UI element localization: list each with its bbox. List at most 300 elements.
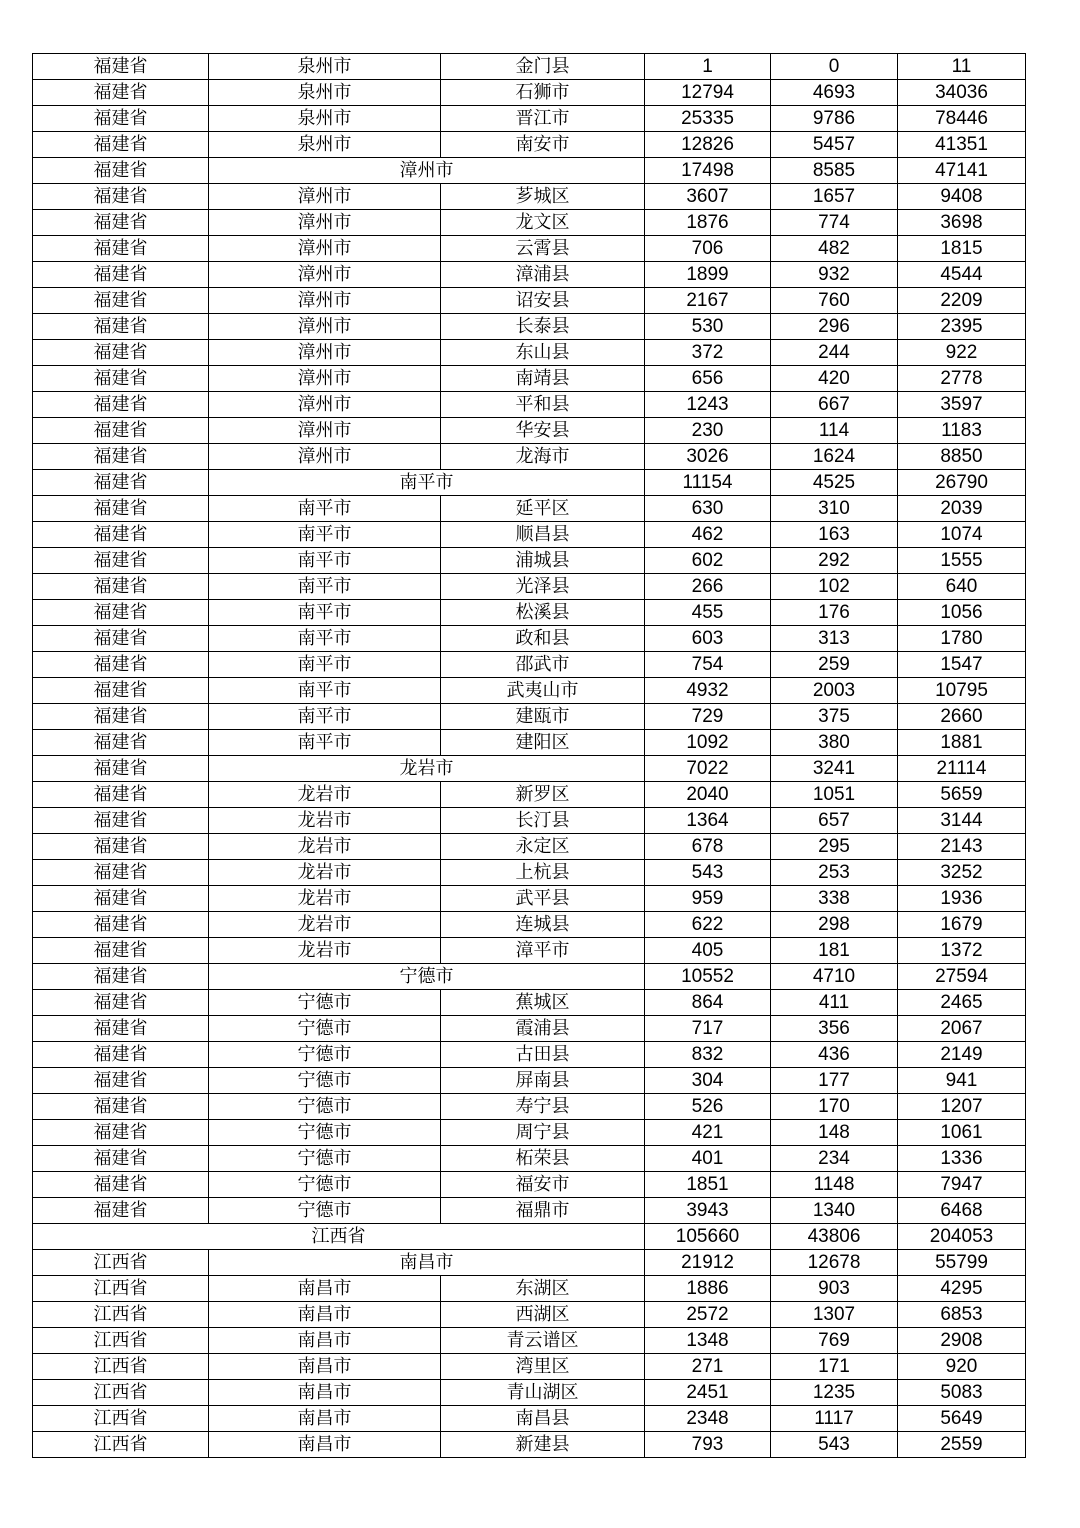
value-3-cell: 4295 bbox=[898, 1276, 1026, 1302]
value-3-cell: 55799 bbox=[898, 1250, 1026, 1276]
city-cell: 南平市 bbox=[209, 574, 441, 600]
value-1-cell: 656 bbox=[645, 366, 771, 392]
value-2-cell: 903 bbox=[771, 1276, 898, 1302]
table-body bbox=[33, 54, 1026, 1458]
value-2-cell: 43806 bbox=[771, 1224, 898, 1250]
city-cell: 南昌市 bbox=[209, 1250, 645, 1276]
table-row bbox=[33, 782, 1026, 808]
table-row bbox=[33, 1302, 1026, 1328]
value-3-cell: 41351 bbox=[898, 132, 1026, 158]
value-1-cell: 105660 bbox=[645, 1224, 771, 1250]
county-cell: 光泽县 bbox=[441, 574, 645, 600]
table-row bbox=[33, 80, 1026, 106]
province-cell: 福建省 bbox=[33, 1146, 209, 1172]
value-1-cell: 1348 bbox=[645, 1328, 771, 1354]
province-cell: 福建省 bbox=[33, 1172, 209, 1198]
value-1-cell: 266 bbox=[645, 574, 771, 600]
city-cell: 南平市 bbox=[209, 704, 441, 730]
province-cell: 福建省 bbox=[33, 262, 209, 288]
value-2-cell: 411 bbox=[771, 990, 898, 1016]
table-row bbox=[33, 236, 1026, 262]
city-cell: 漳州市 bbox=[209, 262, 441, 288]
table-row bbox=[33, 314, 1026, 340]
value-1-cell: 12794 bbox=[645, 80, 771, 106]
value-1-cell: 421 bbox=[645, 1120, 771, 1146]
province-cell: 江西省 bbox=[33, 1276, 209, 1302]
city-cell: 龙岩市 bbox=[209, 860, 441, 886]
city-cell: 南昌市 bbox=[209, 1276, 441, 1302]
city-cell: 南平市 bbox=[209, 548, 441, 574]
table-row bbox=[33, 210, 1026, 236]
city-subtotal-row bbox=[33, 158, 1026, 184]
province-cell: 福建省 bbox=[33, 964, 209, 990]
value-2-cell: 543 bbox=[771, 1432, 898, 1458]
table-row bbox=[33, 1068, 1026, 1094]
province-cell: 福建省 bbox=[33, 704, 209, 730]
value-3-cell: 1061 bbox=[898, 1120, 1026, 1146]
value-1-cell: 10552 bbox=[645, 964, 771, 990]
value-1-cell: 4932 bbox=[645, 678, 771, 704]
value-3-cell: 2660 bbox=[898, 704, 1026, 730]
value-1-cell: 729 bbox=[645, 704, 771, 730]
value-2-cell: 177 bbox=[771, 1068, 898, 1094]
province-cell: 福建省 bbox=[33, 912, 209, 938]
county-cell: 霞浦县 bbox=[441, 1016, 645, 1042]
value-3-cell: 34036 bbox=[898, 80, 1026, 106]
table-row bbox=[33, 1120, 1026, 1146]
table-row bbox=[33, 1354, 1026, 1380]
value-2-cell: 148 bbox=[771, 1120, 898, 1146]
value-1-cell: 603 bbox=[645, 626, 771, 652]
value-3-cell: 21114 bbox=[898, 756, 1026, 782]
value-1-cell: 455 bbox=[645, 600, 771, 626]
county-cell: 漳浦县 bbox=[441, 262, 645, 288]
value-2-cell: 313 bbox=[771, 626, 898, 652]
city-cell: 漳州市 bbox=[209, 444, 441, 470]
county-cell: 金门县 bbox=[441, 54, 645, 80]
table-row bbox=[33, 912, 1026, 938]
province-cell: 福建省 bbox=[33, 756, 209, 782]
value-1-cell: 1092 bbox=[645, 730, 771, 756]
province-cell: 福建省 bbox=[33, 132, 209, 158]
province-cell: 福建省 bbox=[33, 860, 209, 886]
value-2-cell: 436 bbox=[771, 1042, 898, 1068]
county-cell: 福安市 bbox=[441, 1172, 645, 1198]
table-row bbox=[33, 990, 1026, 1016]
table-row bbox=[33, 366, 1026, 392]
city-cell: 漳州市 bbox=[209, 158, 645, 184]
value-2-cell: 375 bbox=[771, 704, 898, 730]
value-1-cell: 1886 bbox=[645, 1276, 771, 1302]
value-1-cell: 717 bbox=[645, 1016, 771, 1042]
table-row bbox=[33, 1328, 1026, 1354]
table-row bbox=[33, 288, 1026, 314]
table-row bbox=[33, 730, 1026, 756]
value-2-cell: 380 bbox=[771, 730, 898, 756]
value-1-cell: 526 bbox=[645, 1094, 771, 1120]
province-cell: 福建省 bbox=[33, 418, 209, 444]
value-1-cell: 372 bbox=[645, 340, 771, 366]
value-1-cell: 3607 bbox=[645, 184, 771, 210]
city-cell: 龙岩市 bbox=[209, 912, 441, 938]
value-2-cell: 1657 bbox=[771, 184, 898, 210]
table-row bbox=[33, 1172, 1026, 1198]
county-cell: 新罗区 bbox=[441, 782, 645, 808]
county-cell: 龙海市 bbox=[441, 444, 645, 470]
value-3-cell: 1056 bbox=[898, 600, 1026, 626]
value-2-cell: 9786 bbox=[771, 106, 898, 132]
province-cell: 福建省 bbox=[33, 626, 209, 652]
province-cell: 福建省 bbox=[33, 288, 209, 314]
county-cell: 松溪县 bbox=[441, 600, 645, 626]
province-cell: 福建省 bbox=[33, 834, 209, 860]
table-row bbox=[33, 860, 1026, 886]
table-row bbox=[33, 652, 1026, 678]
city-cell: 漳州市 bbox=[209, 418, 441, 444]
table-row bbox=[33, 106, 1026, 132]
value-1-cell: 706 bbox=[645, 236, 771, 262]
value-3-cell: 2149 bbox=[898, 1042, 1026, 1068]
city-cell: 漳州市 bbox=[209, 210, 441, 236]
value-3-cell: 3698 bbox=[898, 210, 1026, 236]
city-cell: 宁德市 bbox=[209, 1016, 441, 1042]
value-3-cell: 5083 bbox=[898, 1380, 1026, 1406]
value-2-cell: 295 bbox=[771, 834, 898, 860]
county-cell: 湾里区 bbox=[441, 1354, 645, 1380]
province-cell: 福建省 bbox=[33, 730, 209, 756]
value-2-cell: 657 bbox=[771, 808, 898, 834]
table-row bbox=[33, 418, 1026, 444]
city-cell: 南平市 bbox=[209, 678, 441, 704]
value-2-cell: 1307 bbox=[771, 1302, 898, 1328]
table-row bbox=[33, 1146, 1026, 1172]
city-cell: 漳州市 bbox=[209, 340, 441, 366]
value-2-cell: 0 bbox=[771, 54, 898, 80]
county-cell: 青云谱区 bbox=[441, 1328, 645, 1354]
city-cell: 龙岩市 bbox=[209, 938, 441, 964]
value-2-cell: 8585 bbox=[771, 158, 898, 184]
city-cell: 龙岩市 bbox=[209, 886, 441, 912]
value-2-cell: 1051 bbox=[771, 782, 898, 808]
table-row bbox=[33, 132, 1026, 158]
table-row bbox=[33, 496, 1026, 522]
value-3-cell: 2067 bbox=[898, 1016, 1026, 1042]
value-2-cell: 482 bbox=[771, 236, 898, 262]
value-2-cell: 114 bbox=[771, 418, 898, 444]
county-cell: 建阳区 bbox=[441, 730, 645, 756]
province-cell: 福建省 bbox=[33, 158, 209, 184]
value-2-cell: 4525 bbox=[771, 470, 898, 496]
value-3-cell: 5659 bbox=[898, 782, 1026, 808]
table-row bbox=[33, 704, 1026, 730]
value-2-cell: 176 bbox=[771, 600, 898, 626]
value-2-cell: 244 bbox=[771, 340, 898, 366]
value-3-cell: 4544 bbox=[898, 262, 1026, 288]
province-cell: 福建省 bbox=[33, 522, 209, 548]
value-3-cell: 1372 bbox=[898, 938, 1026, 964]
value-1-cell: 21912 bbox=[645, 1250, 771, 1276]
table-row bbox=[33, 626, 1026, 652]
province-cell: 福建省 bbox=[33, 1198, 209, 1224]
table-row bbox=[33, 600, 1026, 626]
value-2-cell: 310 bbox=[771, 496, 898, 522]
county-cell: 诏安县 bbox=[441, 288, 645, 314]
value-2-cell: 163 bbox=[771, 522, 898, 548]
table-row bbox=[33, 886, 1026, 912]
value-2-cell: 170 bbox=[771, 1094, 898, 1120]
county-cell: 芗城区 bbox=[441, 184, 645, 210]
value-2-cell: 102 bbox=[771, 574, 898, 600]
city-cell: 南平市 bbox=[209, 626, 441, 652]
county-cell: 新建县 bbox=[441, 1432, 645, 1458]
county-cell: 龙文区 bbox=[441, 210, 645, 236]
value-1-cell: 2040 bbox=[645, 782, 771, 808]
value-3-cell: 204053 bbox=[898, 1224, 1026, 1250]
value-2-cell: 760 bbox=[771, 288, 898, 314]
value-2-cell: 3241 bbox=[771, 756, 898, 782]
county-cell: 武夷山市 bbox=[441, 678, 645, 704]
value-1-cell: 230 bbox=[645, 418, 771, 444]
value-2-cell: 4710 bbox=[771, 964, 898, 990]
city-cell: 南昌市 bbox=[209, 1328, 441, 1354]
province-cell: 江西省 bbox=[33, 1328, 209, 1354]
table-row bbox=[33, 678, 1026, 704]
province-cell: 福建省 bbox=[33, 1120, 209, 1146]
value-2-cell: 932 bbox=[771, 262, 898, 288]
value-2-cell: 171 bbox=[771, 1354, 898, 1380]
value-1-cell: 622 bbox=[645, 912, 771, 938]
city-cell: 南昌市 bbox=[209, 1302, 441, 1328]
city-cell: 宁德市 bbox=[209, 1172, 441, 1198]
county-cell: 寿宁县 bbox=[441, 1094, 645, 1120]
province-cell: 福建省 bbox=[33, 366, 209, 392]
city-cell: 宁德市 bbox=[209, 964, 645, 990]
table-row bbox=[33, 834, 1026, 860]
table-row bbox=[33, 184, 1026, 210]
city-cell: 南昌市 bbox=[209, 1406, 441, 1432]
city-cell: 宁德市 bbox=[209, 1120, 441, 1146]
city-cell: 南昌市 bbox=[209, 1354, 441, 1380]
value-2-cell: 667 bbox=[771, 392, 898, 418]
province-cell: 福建省 bbox=[33, 600, 209, 626]
value-3-cell: 3144 bbox=[898, 808, 1026, 834]
value-2-cell: 2003 bbox=[771, 678, 898, 704]
table-row bbox=[33, 808, 1026, 834]
value-1-cell: 959 bbox=[645, 886, 771, 912]
city-cell: 南昌市 bbox=[209, 1432, 441, 1458]
value-3-cell: 1183 bbox=[898, 418, 1026, 444]
county-cell: 南安市 bbox=[441, 132, 645, 158]
county-cell: 蕉城区 bbox=[441, 990, 645, 1016]
city-cell: 南平市 bbox=[209, 522, 441, 548]
county-cell: 浦城县 bbox=[441, 548, 645, 574]
value-1-cell: 2167 bbox=[645, 288, 771, 314]
value-1-cell: 2348 bbox=[645, 1406, 771, 1432]
county-cell: 东湖区 bbox=[441, 1276, 645, 1302]
value-1-cell: 462 bbox=[645, 522, 771, 548]
value-1-cell: 754 bbox=[645, 652, 771, 678]
city-cell: 龙岩市 bbox=[209, 756, 645, 782]
province-cell: 福建省 bbox=[33, 392, 209, 418]
province-cell: 福建省 bbox=[33, 652, 209, 678]
city-cell: 泉州市 bbox=[209, 80, 441, 106]
province-cell: 福建省 bbox=[33, 678, 209, 704]
table-row bbox=[33, 1380, 1026, 1406]
county-cell: 柘荣县 bbox=[441, 1146, 645, 1172]
city-cell: 龙岩市 bbox=[209, 782, 441, 808]
value-3-cell: 2143 bbox=[898, 834, 1026, 860]
county-cell: 南昌县 bbox=[441, 1406, 645, 1432]
value-1-cell: 832 bbox=[645, 1042, 771, 1068]
value-3-cell: 10795 bbox=[898, 678, 1026, 704]
value-3-cell: 6853 bbox=[898, 1302, 1026, 1328]
table-row bbox=[33, 262, 1026, 288]
city-cell: 宁德市 bbox=[209, 1068, 441, 1094]
city-cell: 宁德市 bbox=[209, 1094, 441, 1120]
county-cell: 平和县 bbox=[441, 392, 645, 418]
value-2-cell: 1117 bbox=[771, 1406, 898, 1432]
value-3-cell: 2039 bbox=[898, 496, 1026, 522]
value-1-cell: 1243 bbox=[645, 392, 771, 418]
table-row bbox=[33, 938, 1026, 964]
table-row bbox=[33, 1016, 1026, 1042]
county-cell: 南靖县 bbox=[441, 366, 645, 392]
city-cell: 南昌市 bbox=[209, 1380, 441, 1406]
value-3-cell: 7947 bbox=[898, 1172, 1026, 1198]
value-2-cell: 1235 bbox=[771, 1380, 898, 1406]
city-cell: 漳州市 bbox=[209, 184, 441, 210]
county-cell: 延平区 bbox=[441, 496, 645, 522]
county-cell: 石狮市 bbox=[441, 80, 645, 106]
table-row bbox=[33, 1198, 1026, 1224]
value-3-cell: 27594 bbox=[898, 964, 1026, 990]
province-cell: 福建省 bbox=[33, 548, 209, 574]
province-cell: 福建省 bbox=[33, 574, 209, 600]
county-cell: 华安县 bbox=[441, 418, 645, 444]
value-2-cell: 420 bbox=[771, 366, 898, 392]
city-cell: 宁德市 bbox=[209, 990, 441, 1016]
province-cell: 福建省 bbox=[33, 782, 209, 808]
value-3-cell: 9408 bbox=[898, 184, 1026, 210]
value-3-cell: 1074 bbox=[898, 522, 1026, 548]
value-3-cell: 1815 bbox=[898, 236, 1026, 262]
value-3-cell: 2559 bbox=[898, 1432, 1026, 1458]
value-3-cell: 1679 bbox=[898, 912, 1026, 938]
value-3-cell: 2209 bbox=[898, 288, 1026, 314]
province-cell: 江西省 bbox=[33, 1406, 209, 1432]
city-cell: 泉州市 bbox=[209, 132, 441, 158]
county-cell: 长泰县 bbox=[441, 314, 645, 340]
value-2-cell: 338 bbox=[771, 886, 898, 912]
value-1-cell: 401 bbox=[645, 1146, 771, 1172]
county-cell: 晋江市 bbox=[441, 106, 645, 132]
province-total-row bbox=[33, 1224, 1026, 1250]
value-3-cell: 11 bbox=[898, 54, 1026, 80]
province-cell: 福建省 bbox=[33, 210, 209, 236]
value-3-cell: 6468 bbox=[898, 1198, 1026, 1224]
value-1-cell: 602 bbox=[645, 548, 771, 574]
city-cell: 龙岩市 bbox=[209, 808, 441, 834]
province-cell: 江西省 bbox=[33, 1224, 645, 1250]
county-cell: 古田县 bbox=[441, 1042, 645, 1068]
value-3-cell: 1336 bbox=[898, 1146, 1026, 1172]
county-cell: 青山湖区 bbox=[441, 1380, 645, 1406]
province-cell: 江西省 bbox=[33, 1250, 209, 1276]
table-row bbox=[33, 444, 1026, 470]
value-3-cell: 922 bbox=[898, 340, 1026, 366]
table-row bbox=[33, 340, 1026, 366]
table-row bbox=[33, 1432, 1026, 1458]
value-3-cell: 8850 bbox=[898, 444, 1026, 470]
value-2-cell: 12678 bbox=[771, 1250, 898, 1276]
value-2-cell: 1624 bbox=[771, 444, 898, 470]
county-cell: 上杭县 bbox=[441, 860, 645, 886]
value-2-cell: 181 bbox=[771, 938, 898, 964]
value-1-cell: 1364 bbox=[645, 808, 771, 834]
value-2-cell: 259 bbox=[771, 652, 898, 678]
province-cell: 江西省 bbox=[33, 1354, 209, 1380]
value-2-cell: 298 bbox=[771, 912, 898, 938]
value-3-cell: 941 bbox=[898, 1068, 1026, 1094]
county-cell: 邵武市 bbox=[441, 652, 645, 678]
county-cell: 长汀县 bbox=[441, 808, 645, 834]
city-subtotal-row bbox=[33, 756, 1026, 782]
city-cell: 龙岩市 bbox=[209, 834, 441, 860]
city-subtotal-row bbox=[33, 1250, 1026, 1276]
value-1-cell: 17498 bbox=[645, 158, 771, 184]
value-2-cell: 1340 bbox=[771, 1198, 898, 1224]
province-cell: 福建省 bbox=[33, 990, 209, 1016]
city-subtotal-row bbox=[33, 470, 1026, 496]
county-cell: 连城县 bbox=[441, 912, 645, 938]
city-cell: 宁德市 bbox=[209, 1042, 441, 1068]
city-cell: 泉州市 bbox=[209, 54, 441, 80]
value-1-cell: 405 bbox=[645, 938, 771, 964]
city-subtotal-row bbox=[33, 964, 1026, 990]
province-cell: 福建省 bbox=[33, 340, 209, 366]
county-cell: 福鼎市 bbox=[441, 1198, 645, 1224]
value-3-cell: 1780 bbox=[898, 626, 1026, 652]
value-3-cell: 640 bbox=[898, 574, 1026, 600]
table-row bbox=[33, 548, 1026, 574]
value-2-cell: 4693 bbox=[771, 80, 898, 106]
value-3-cell: 1555 bbox=[898, 548, 1026, 574]
value-2-cell: 1148 bbox=[771, 1172, 898, 1198]
value-1-cell: 2451 bbox=[645, 1380, 771, 1406]
province-cell: 江西省 bbox=[33, 1380, 209, 1406]
value-2-cell: 296 bbox=[771, 314, 898, 340]
county-cell: 云霄县 bbox=[441, 236, 645, 262]
city-cell: 漳州市 bbox=[209, 288, 441, 314]
value-3-cell: 47141 bbox=[898, 158, 1026, 184]
value-3-cell: 2778 bbox=[898, 366, 1026, 392]
province-cell: 福建省 bbox=[33, 496, 209, 522]
value-1-cell: 678 bbox=[645, 834, 771, 860]
county-cell: 周宁县 bbox=[441, 1120, 645, 1146]
value-1-cell: 1 bbox=[645, 54, 771, 80]
value-1-cell: 793 bbox=[645, 1432, 771, 1458]
province-cell: 福建省 bbox=[33, 80, 209, 106]
value-2-cell: 253 bbox=[771, 860, 898, 886]
value-3-cell: 78446 bbox=[898, 106, 1026, 132]
value-1-cell: 7022 bbox=[645, 756, 771, 782]
value-3-cell: 1881 bbox=[898, 730, 1026, 756]
city-cell: 南平市 bbox=[209, 652, 441, 678]
city-cell: 漳州市 bbox=[209, 236, 441, 262]
city-cell: 漳州市 bbox=[209, 314, 441, 340]
province-cell: 福建省 bbox=[33, 1094, 209, 1120]
value-2-cell: 292 bbox=[771, 548, 898, 574]
